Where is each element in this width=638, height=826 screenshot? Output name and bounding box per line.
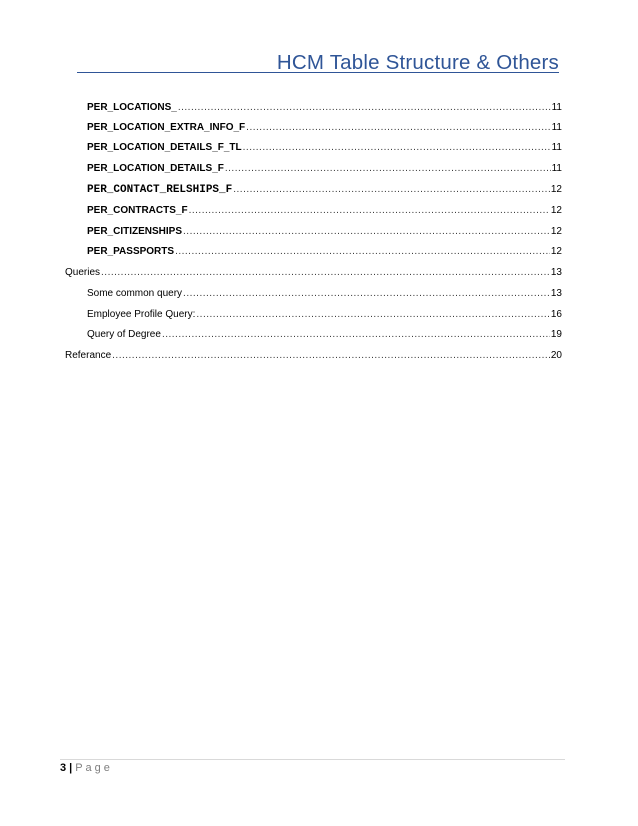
toc-entry-page: 13 [550,267,562,278]
toc-entry-label: PER_LOCATION_DETAILS_F [87,163,224,174]
toc-entry[interactable] [87,180,562,196]
toc-entry-label: Queries [65,267,101,278]
footer-page-word: Page [75,762,113,774]
toc-entry-page: 16 [550,309,562,320]
page-footer [60,762,113,774]
footer-page-number: 3 [60,762,67,774]
toc-entry-page: 12 [550,205,562,216]
footer-separator: | [69,762,73,774]
toc-entry[interactable] [87,222,562,238]
document-header-title: HCM Table Structure & Others [276,51,559,74]
toc-entry-page: 12 [550,184,562,195]
toc-entry-page: 11 [551,122,562,133]
toc-entry-label: Referance [65,350,112,361]
toc-entry-page: 20 [550,350,562,361]
header-rule [77,72,559,73]
toc-entry-page: 19 [550,329,562,340]
toc-leader [175,246,550,258]
toc-leader [246,122,550,134]
toc-entry-page: 11 [551,102,562,113]
toc-entry-page: 11 [551,163,562,174]
toc-entry[interactable] [65,346,562,362]
toc-entry-label: Employee Profile Query: [87,309,196,320]
toc-leader [225,163,551,175]
toc-leader [162,329,550,341]
toc-entry-label: Query of Degree [87,329,161,340]
toc-entry-page: 11 [551,142,562,153]
toc-entry-label: PER_LOCATION_DETAILS_F_TL [87,142,242,153]
toc-entry[interactable] [87,242,562,258]
toc-leader [101,267,550,279]
toc-entry-label: PER_CONTACT_RELSHIPS_F [87,184,233,196]
toc-leader [178,102,551,114]
toc-entry-page: 13 [550,288,562,299]
toc-entry[interactable] [87,325,562,341]
toc-entry[interactable] [65,263,562,279]
toc-leader [233,184,550,196]
toc-entry-label: PER_CONTRACTS_F [87,205,188,216]
toc-entry[interactable] [87,138,562,154]
toc-leader [189,205,550,217]
toc-leader [183,288,550,300]
toc-entry[interactable] [87,284,562,300]
toc-entry[interactable] [87,98,562,114]
toc-entry[interactable] [87,201,562,217]
toc-leader [196,309,549,321]
toc-leader [112,350,550,362]
toc-entry-label: PER_LOCATIONS_ [87,102,177,113]
toc-entry[interactable] [87,159,562,175]
toc-leader [243,142,551,154]
toc-entry-page: 12 [550,226,562,237]
toc-entry[interactable] [87,305,562,321]
toc-leader [183,226,550,238]
toc-entry-label: PER_PASSPORTS [87,246,175,257]
toc-entry-page: 12 [550,246,562,257]
toc-entry-label: PER_CITIZENSHIPS [87,226,183,237]
footer-rule [60,759,565,760]
toc-entry[interactable] [87,118,562,134]
toc-entry-label: PER_LOCATION_EXTRA_INFO_F [87,122,246,133]
toc-entry-label: Some common query [87,288,183,299]
